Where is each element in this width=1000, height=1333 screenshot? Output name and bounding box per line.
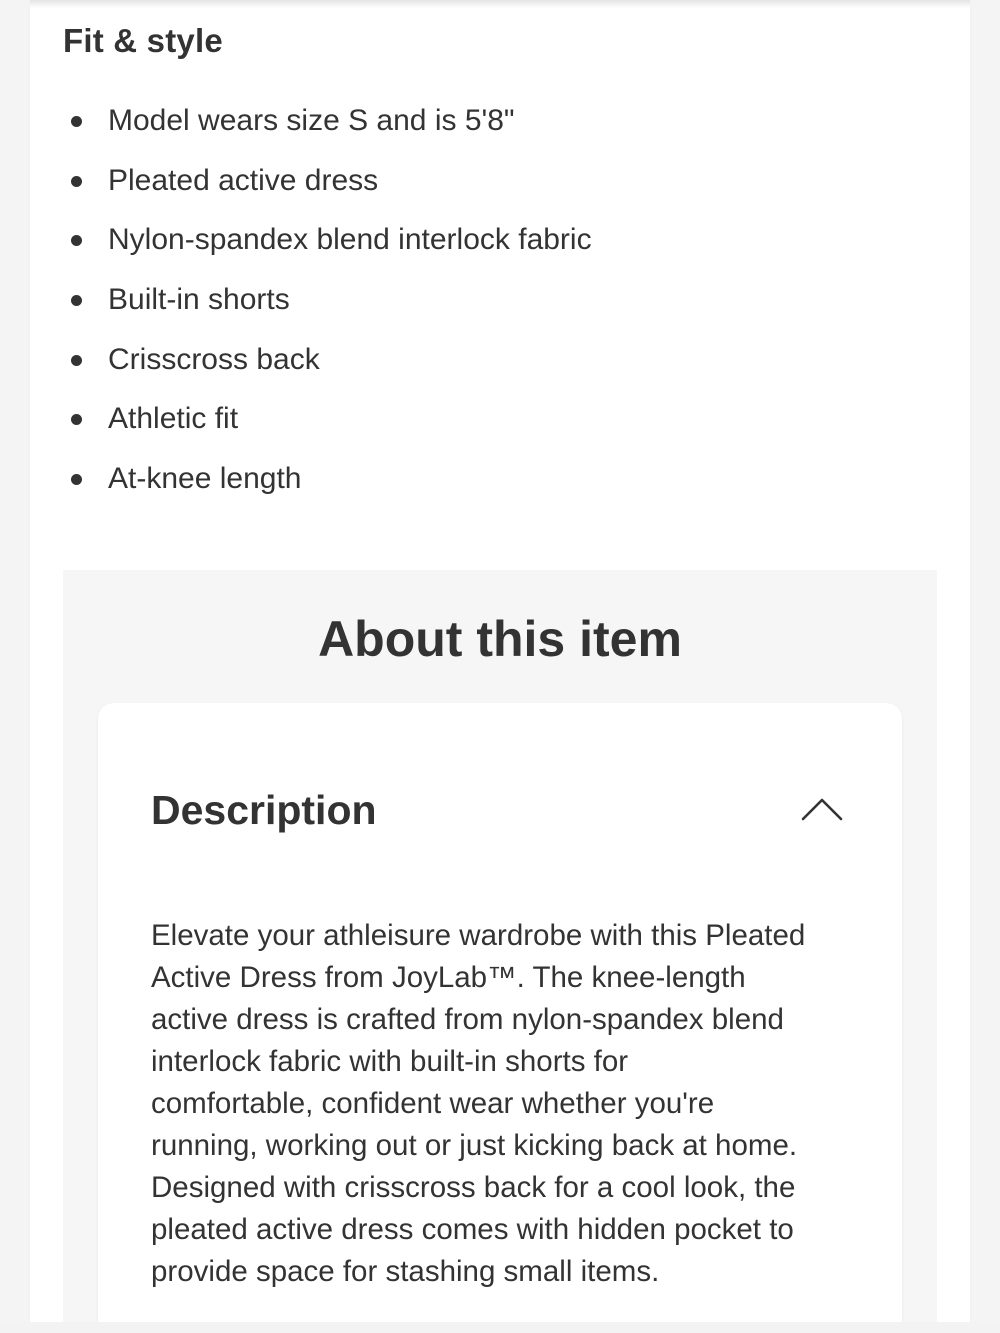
fit-style-item <box>63 389 592 449</box>
fit-style-list <box>63 91 592 509</box>
fit-style-item <box>63 449 592 509</box>
description-accordion-header[interactable] <box>151 785 851 835</box>
bullet-icon <box>71 235 82 246</box>
fit-style-item <box>63 330 592 390</box>
description-card <box>98 703 902 1333</box>
top-shadow <box>30 0 970 8</box>
description-line: running, working out or just kicking back at home. <box>151 1129 798 1162</box>
chevron-up-icon[interactable] <box>799 793 845 825</box>
description-line: Designed with crisscross back for a cool look, the <box>151 1171 796 1204</box>
fit-style-item <box>63 210 592 270</box>
description-line: Elevate your athleisure wardrobe with this Pleated <box>151 919 806 952</box>
bullet-icon <box>71 474 82 485</box>
fit-style-item-text: At-knee length <box>108 462 302 496</box>
bullet-icon <box>71 176 82 187</box>
fit-style-item <box>63 151 592 211</box>
description-line: provide space for stashing small items. <box>151 1255 660 1288</box>
bottom-edge <box>0 1322 1000 1333</box>
description-line: pleated active dress comes with hidden pocket to <box>151 1213 794 1246</box>
bullet-icon <box>71 414 82 425</box>
fit-style-item-text: Nylon-spandex blend interlock fabric <box>108 223 592 257</box>
bullet-icon <box>71 355 82 366</box>
fit-style-item <box>63 91 592 151</box>
description-line: active dress is crafted from nylon-spandex blend <box>151 1003 784 1036</box>
fit-style-item-text: Built-in shorts <box>108 283 290 317</box>
bullet-icon <box>71 295 82 306</box>
description-line: interlock fabric with built-in shorts for <box>151 1045 629 1078</box>
fit-style-item-text: Crisscross back <box>108 342 320 376</box>
fit-style-item-text: Athletic fit <box>108 402 239 436</box>
description-heading: Description <box>151 787 377 833</box>
fit-style-item-text: Pleated active dress <box>108 163 379 197</box>
description-text <box>151 915 851 1293</box>
about-this-item-section <box>63 570 937 1333</box>
fit-style-heading: Fit & style <box>63 22 223 59</box>
description-line: comfortable, confident wear whether you're <box>151 1087 715 1120</box>
fit-style-item-text: Model wears size S and is 5'8" <box>108 104 515 137</box>
about-this-item-heading: About this item <box>318 611 682 667</box>
fit-style-item <box>63 270 592 330</box>
description-line: Active Dress from JoyLab™. The knee-length <box>151 961 746 994</box>
bullet-icon <box>71 116 82 127</box>
